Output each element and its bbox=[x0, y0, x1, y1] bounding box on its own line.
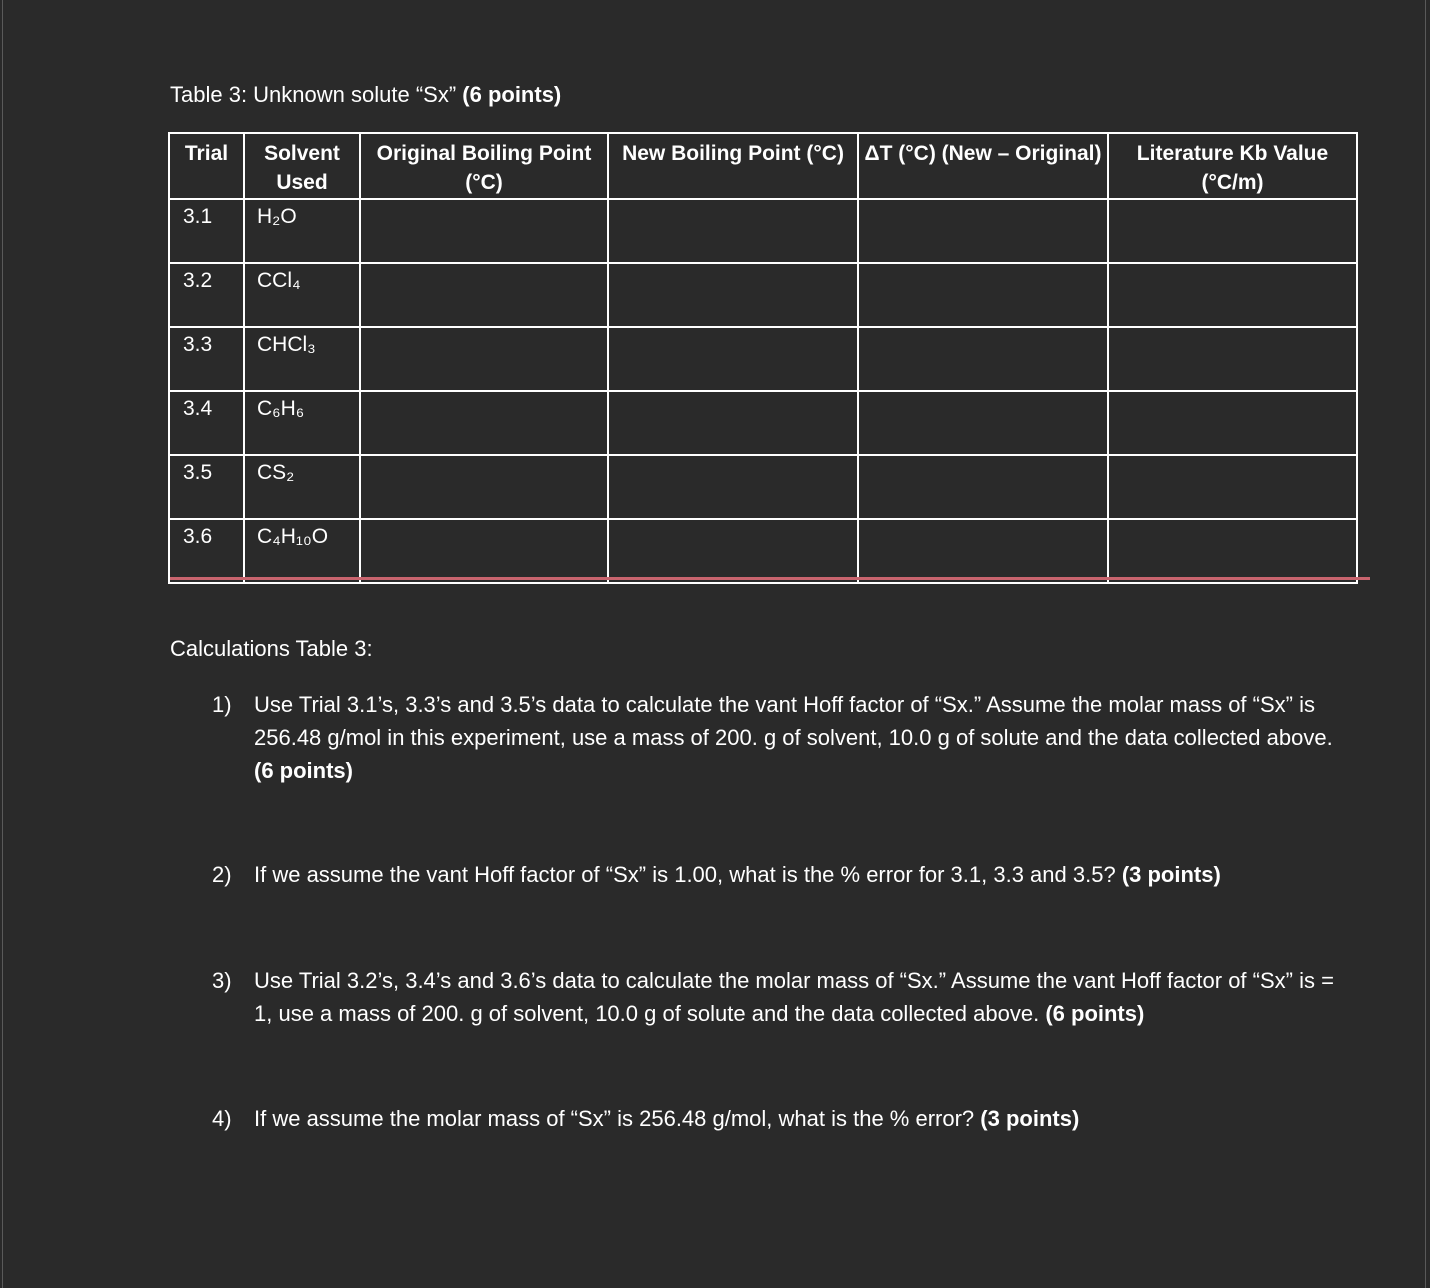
new-bp-cell[interactable] bbox=[608, 519, 858, 583]
trial-cell: 3.1 bbox=[169, 199, 244, 263]
trial-cell: 3.6 bbox=[169, 519, 244, 583]
new-bp-cell[interactable] bbox=[608, 327, 858, 391]
original-bp-cell[interactable] bbox=[360, 391, 608, 455]
header-literature-kb: Literature Kb Value (°C/m) bbox=[1108, 133, 1357, 199]
kb-cell[interactable] bbox=[1108, 391, 1357, 455]
question-number: 4) bbox=[212, 1106, 232, 1131]
table-title-points: (6 points) bbox=[462, 82, 562, 107]
table-row bbox=[169, 391, 1357, 455]
trial-cell: 3.2 bbox=[169, 263, 244, 327]
header-solvent-used: Solvent Used bbox=[244, 133, 360, 199]
delta-t-cell[interactable] bbox=[858, 391, 1108, 455]
header-row bbox=[169, 133, 1357, 199]
data-table bbox=[168, 132, 1358, 584]
table-row bbox=[169, 519, 1357, 583]
proofing-underline bbox=[170, 577, 1370, 580]
solvent-cell: C₄H₁₀O bbox=[244, 519, 360, 583]
question-text: If we assume the vant Hoff factor of “Sx” is 1.00, what is the % error for 3.1, 3.3 and 3.5? bbox=[254, 862, 1116, 887]
original-bp-cell[interactable] bbox=[360, 327, 608, 391]
original-bp-cell[interactable] bbox=[360, 263, 608, 327]
table-title-text: Table 3: Unknown solute “Sx” bbox=[170, 82, 457, 107]
question-number: 1) bbox=[212, 692, 232, 717]
question-points: (6 points) bbox=[254, 758, 353, 783]
solvent-cell: CS₂ bbox=[244, 455, 360, 519]
table-row bbox=[169, 327, 1357, 391]
kb-cell[interactable] bbox=[1108, 519, 1357, 583]
header-trial: Trial bbox=[169, 133, 244, 199]
header-original-boiling-point: Original Boiling Point (°C) bbox=[360, 133, 608, 199]
solvent-cell: C₆H₆ bbox=[244, 391, 360, 455]
kb-cell[interactable] bbox=[1108, 263, 1357, 327]
trial-cell: 3.3 bbox=[169, 327, 244, 391]
solvent-cell: H₂O bbox=[244, 199, 360, 263]
header-new-boiling-point: New Boiling Point (°C) bbox=[608, 133, 858, 199]
header-delta-t: ΔT (°C) (New – Original) bbox=[858, 133, 1108, 199]
original-bp-cell[interactable] bbox=[360, 455, 608, 519]
delta-t-cell[interactable] bbox=[858, 519, 1108, 583]
new-bp-cell[interactable] bbox=[608, 263, 858, 327]
calculations-title: Calculations Table 3: bbox=[170, 636, 373, 661]
kb-cell[interactable] bbox=[1108, 455, 1357, 519]
question-points: (3 points) bbox=[1121, 862, 1221, 887]
new-bp-cell[interactable] bbox=[608, 391, 858, 455]
table-row bbox=[169, 455, 1357, 519]
delta-t-cell[interactable] bbox=[858, 455, 1108, 519]
new-bp-cell[interactable] bbox=[608, 455, 858, 519]
delta-t-cell[interactable] bbox=[858, 327, 1108, 391]
table-row bbox=[169, 263, 1357, 327]
delta-t-cell[interactable] bbox=[858, 199, 1108, 263]
kb-cell[interactable] bbox=[1108, 327, 1357, 391]
new-bp-cell[interactable] bbox=[608, 199, 858, 263]
question-text: Use Trial 3.2’s, 3.4’s and 3.6’s data to calculate the molar mass of “Sx.” Assume the vant Hoff factor of “Sx” is = 1, use a mass of 200. g of solvent, 10.0 g of solute and the data collected above. bbox=[254, 968, 1334, 1026]
question-points: (6 points) bbox=[1045, 1001, 1145, 1026]
question-text: If we assume the molar mass of “Sx” is 256.48 g/mol, what is the % error? bbox=[254, 1106, 975, 1131]
table-title bbox=[170, 82, 561, 108]
trial-cell: 3.5 bbox=[169, 455, 244, 519]
question-number: 2) bbox=[212, 862, 232, 887]
question-points: (3 points) bbox=[980, 1106, 1080, 1131]
original-bp-cell[interactable] bbox=[360, 519, 608, 583]
solvent-cell: CCl₄ bbox=[244, 263, 360, 327]
original-bp-cell[interactable] bbox=[360, 199, 608, 263]
kb-cell[interactable] bbox=[1108, 199, 1357, 263]
table-row bbox=[169, 199, 1357, 263]
trial-cell: 3.4 bbox=[169, 391, 244, 455]
question-number: 3) bbox=[212, 968, 232, 993]
solvent-cell: CHCl₃ bbox=[244, 327, 360, 391]
question-text: Use Trial 3.1’s, 3.3’s and 3.5’s data to calculate the vant Hoff factor of “Sx.” Assume the molar mass of “Sx” is 256.48 g/mol in this experiment, use a mass of 200. g of solvent, 10.0 g of solute and the data collected above. bbox=[254, 692, 1333, 750]
delta-t-cell[interactable] bbox=[858, 263, 1108, 327]
